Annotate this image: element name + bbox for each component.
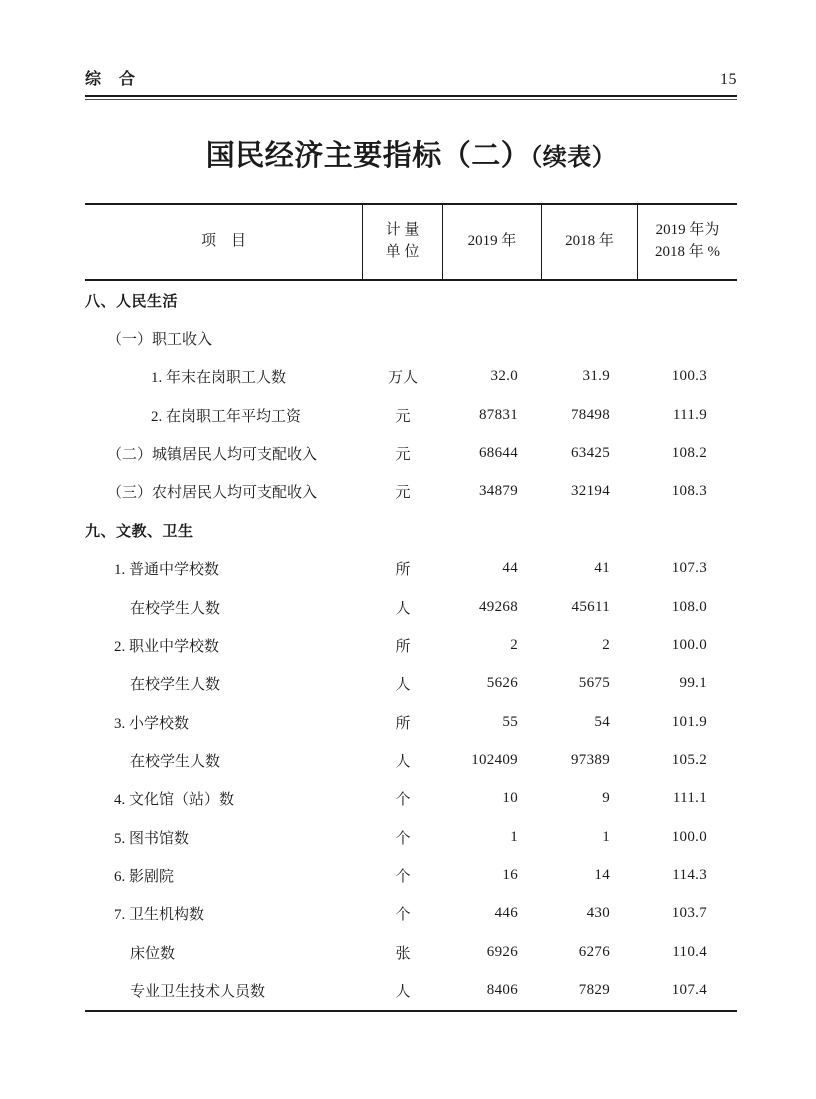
table-row — [85, 703, 737, 741]
table-row — [85, 434, 737, 472]
row-label: 2. 职业中学校数 — [114, 638, 220, 655]
row-value-2018: 7829 — [578, 982, 610, 999]
page-title — [85, 133, 737, 174]
row-unit: 元 — [395, 485, 411, 502]
row-ratio: 114.3 — [672, 867, 707, 884]
row-value-2018: 31.9 — [582, 368, 610, 385]
row-unit: 个 — [395, 830, 411, 847]
row-value-2018: 2 — [602, 636, 610, 653]
header-ratio-line1: 2019 年为 — [655, 222, 720, 239]
running-head — [85, 66, 737, 89]
table-row — [85, 626, 737, 664]
header-unit-line1: 计 量 — [385, 222, 420, 239]
header-cell-item — [85, 205, 363, 279]
header-2019-label: 2019 年 — [467, 233, 517, 250]
row-unit: 人 — [395, 984, 411, 1001]
row-label: 3. 小学校数 — [114, 715, 190, 732]
row-unit: 人 — [395, 753, 411, 770]
table-row — [85, 511, 737, 549]
header-item-label: 项 目 — [200, 233, 246, 250]
row-value-2018: 32194 — [571, 483, 610, 500]
row-label: 4. 文化馆（站）数 — [114, 792, 235, 809]
row-ratio: 107.3 — [671, 560, 707, 577]
table-row — [85, 933, 737, 971]
row-ratio: 100.0 — [671, 636, 707, 653]
row-value-2018: 41 — [594, 560, 610, 577]
row-value-2018: 97389 — [571, 751, 610, 768]
row-ratio: 105.2 — [671, 751, 707, 768]
page-title-suffix: （续表） — [530, 145, 617, 171]
section-label: 综 合 — [85, 71, 137, 88]
row-value-2018: 63425 — [571, 445, 610, 462]
row-ratio: 100.3 — [671, 368, 707, 385]
row-label: 在校学生人数 — [130, 600, 221, 617]
row-unit: 所 — [395, 562, 411, 579]
row-unit: 个 — [395, 869, 411, 886]
row-label: （二）城镇居民人均可支配收入 — [107, 447, 318, 464]
row-label: 专业卫生技术人员数 — [130, 984, 266, 1001]
row-ratio: 108.3 — [671, 483, 707, 500]
table-row — [85, 665, 737, 703]
table-row — [85, 780, 737, 818]
row-ratio: 111.1 — [672, 790, 707, 807]
table-row — [85, 856, 737, 894]
row-value-2018: 9 — [602, 790, 610, 807]
row-unit: 所 — [395, 638, 411, 655]
indicators-table — [85, 203, 737, 1012]
row-value-2019: 16 — [502, 867, 518, 884]
header-cell-unit — [363, 205, 443, 279]
row-value-2018: 1 — [602, 828, 610, 845]
row-label: 在校学生人数 — [130, 753, 221, 770]
row-value-2018: 6276 — [578, 943, 610, 960]
row-ratio: 107.4 — [671, 982, 707, 999]
row-unit: 个 — [395, 792, 411, 809]
row-value-2019: 1 — [510, 828, 518, 845]
rule-thin-line — [85, 99, 737, 100]
row-value-2019: 5626 — [486, 675, 518, 692]
header-ratio-line2: 2018 年 % — [655, 244, 720, 260]
row-value-2018: 54 — [594, 713, 610, 730]
row-value-2019: 2 — [510, 636, 518, 653]
table-row — [85, 588, 737, 626]
row-ratio: 103.7 — [671, 905, 707, 922]
table-row — [85, 358, 737, 396]
table-row — [85, 741, 737, 779]
row-ratio: 108.2 — [671, 445, 707, 462]
row-unit: 元 — [395, 408, 411, 425]
row-unit: 元 — [395, 447, 411, 464]
row-label: 九、文教、卫生 — [85, 523, 194, 540]
row-value-2018: 5675 — [578, 675, 610, 692]
table-row — [85, 396, 737, 434]
row-ratio: 101.9 — [671, 713, 707, 730]
row-label: 2. 在岗职工年平均工资 — [151, 408, 302, 425]
header-2018-label: 2018 年 — [565, 233, 614, 250]
row-value-2019: 446 — [494, 905, 518, 922]
row-unit: 个 — [395, 907, 411, 924]
row-label: 在校学生人数 — [130, 677, 221, 694]
row-label: 1. 年末在岗职工人数 — [151, 370, 287, 387]
row-label: 6. 影剧院 — [114, 869, 175, 886]
row-label: （一）职工收入 — [107, 332, 213, 349]
header-cell-2018 — [542, 205, 638, 279]
row-value-2019: 49268 — [479, 598, 518, 615]
row-value-2018: 14 — [594, 867, 610, 884]
row-unit: 张 — [395, 945, 411, 962]
row-value-2019: 34879 — [479, 483, 518, 500]
row-ratio: 110.4 — [672, 943, 707, 960]
row-value-2019: 68644 — [479, 445, 518, 462]
row-ratio: 108.0 — [671, 598, 707, 615]
row-unit: 人 — [395, 677, 411, 694]
table-header-row — [85, 203, 737, 281]
row-unit: 人 — [395, 600, 411, 617]
table-row — [85, 971, 737, 1009]
table-row — [85, 818, 737, 856]
page-title-main: 国民经济主要指标（二） — [205, 140, 531, 172]
header-cell-ratio — [638, 205, 737, 279]
row-ratio: 99.1 — [679, 675, 707, 692]
row-value-2018: 45611 — [571, 598, 610, 615]
row-value-2018: 430 — [586, 905, 610, 922]
table-row — [85, 550, 737, 588]
row-label: 1. 普通中学校数 — [114, 562, 220, 579]
row-label: （三）农村居民人均可支配收入 — [107, 485, 318, 502]
row-label: 5. 图书馆数 — [114, 830, 190, 847]
header-cell-2019 — [443, 205, 542, 279]
row-ratio: 111.9 — [672, 406, 707, 423]
row-label: 7. 卫生机构数 — [114, 907, 205, 924]
page-number: 15 — [720, 71, 737, 88]
table-row — [85, 473, 737, 511]
row-value-2019: 6926 — [486, 943, 518, 960]
header-double-rule — [85, 95, 737, 100]
header-unit-line2: 单 位 — [385, 244, 420, 260]
row-value-2019: 32.0 — [490, 368, 518, 385]
table-row — [85, 895, 737, 933]
row-label: 八、人民生活 — [85, 293, 179, 310]
row-value-2019: 87831 — [479, 406, 518, 423]
table-row — [85, 281, 737, 319]
row-value-2019: 102409 — [471, 751, 518, 768]
row-ratio: 100.0 — [671, 828, 707, 845]
table-row — [85, 319, 737, 357]
row-value-2019: 44 — [502, 560, 518, 577]
table-body — [85, 281, 737, 1012]
row-value-2019: 10 — [502, 790, 518, 807]
row-value-2018: 78498 — [571, 406, 610, 423]
row-value-2019: 8406 — [486, 982, 518, 999]
row-value-2019: 55 — [502, 713, 518, 730]
row-unit: 所 — [395, 715, 411, 732]
row-label: 床位数 — [130, 945, 176, 962]
row-unit: 万人 — [387, 370, 418, 387]
